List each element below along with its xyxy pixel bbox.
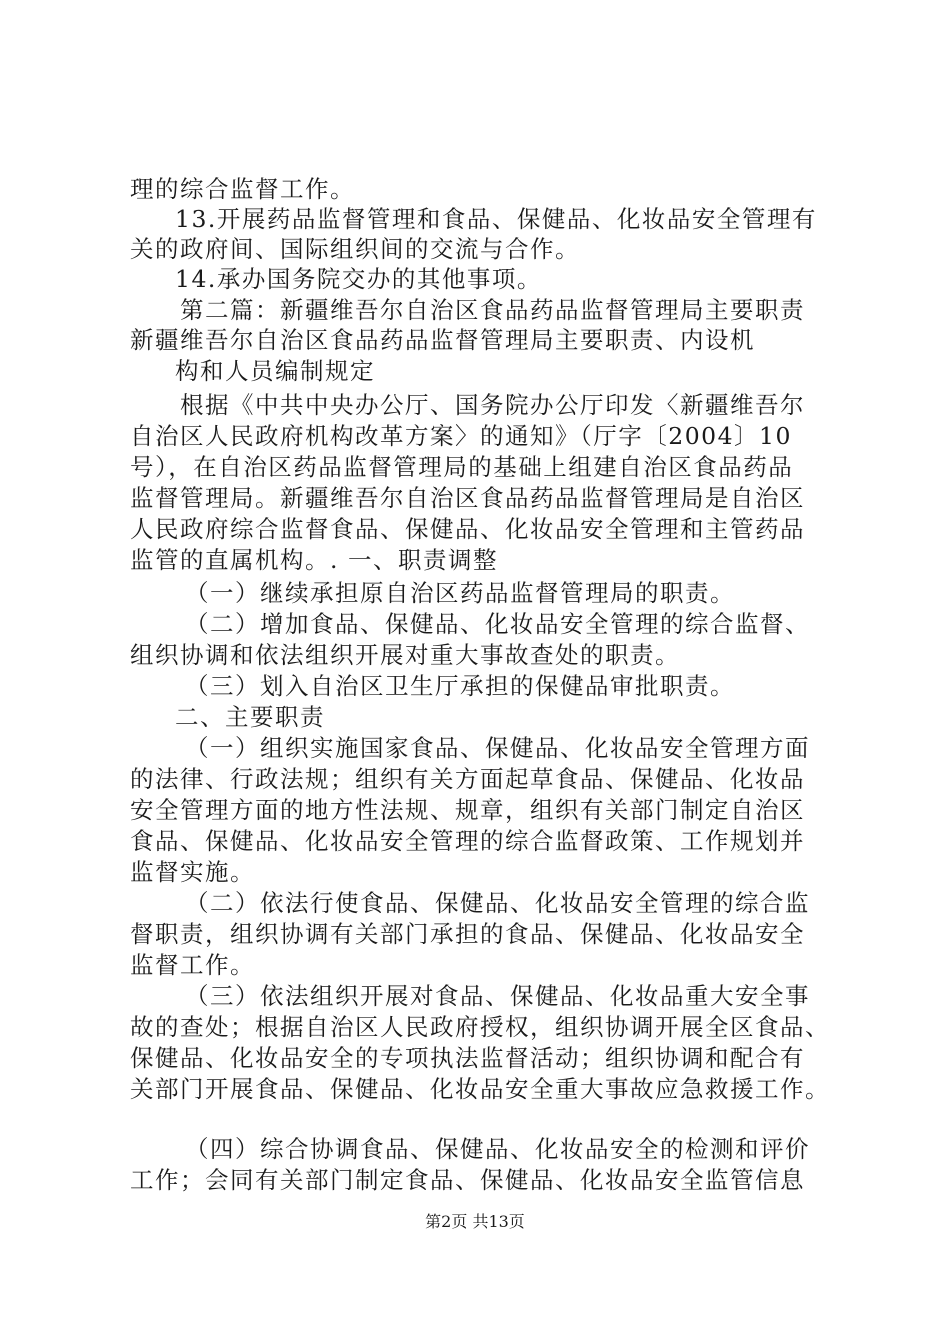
text-line: 关的政府间、国际组织间的交流与合作。 xyxy=(130,235,580,263)
section-heading: 第二篇：新疆维吾尔自治区食品药品监督管理局主要职责 xyxy=(180,296,805,324)
text-line: 保健品、化妆品安全的专项执法监督活动；组织协调和配合有 xyxy=(130,1044,805,1072)
text-line: 监督实施。 xyxy=(130,858,255,886)
text-line: 组织协调和依法组织开展对重大事故查处的职责。 xyxy=(130,641,680,669)
text-line: 监督工作。 xyxy=(130,951,255,979)
text-line: 14.承办国务院交办的其他事项。 xyxy=(175,265,542,293)
text-line: 监督管理局。新疆维吾尔自治区食品药品监督管理局是自治区 xyxy=(130,484,805,512)
section-heading: 二、主要职责 xyxy=(175,703,325,731)
text-line: 关部门开展食品、保健品、化妆品安全重大事故应急救援工作。 xyxy=(130,1075,830,1103)
text-line: 根据《中共中央办公厅、国务院办公厅印发〈新疆维吾尔 xyxy=(180,391,805,419)
text-line: （三）依法组织开展对食品、保健品、化妆品重大安全事 xyxy=(185,982,810,1010)
text-line: （一）组织实施国家食品、保健品、化妆品安全管理方面 xyxy=(185,734,810,762)
text-line: 人民政府综合监督食品、保健品、化妆品安全管理和主管药品 xyxy=(130,515,805,543)
document-title: 构和人员编制规定 xyxy=(175,357,375,385)
text-line: 自治区人民政府机构改革方案〉的通知》（厅字〔2004〕10 xyxy=(130,422,792,450)
document-title: 新疆维吾尔自治区食品药品监督管理局主要职责、内设机 xyxy=(130,326,755,354)
text-line: （四）综合协调食品、保健品、化妆品安全的检测和评价 xyxy=(185,1135,810,1163)
page-footer: 第2页 共13页 xyxy=(425,1212,525,1231)
text-line: （三）划入自治区卫生厅承担的保健品审批职责。 xyxy=(185,672,735,700)
text-line: 安全管理方面的地方性法规、规章，组织有关部门制定自治区 xyxy=(130,796,805,824)
text-line: （二）增加食品、保健品、化妆品安全管理的综合监督、 xyxy=(185,610,810,638)
text-line: 故的查处；根据自治区人民政府授权，组织协调开展全区食品、 xyxy=(130,1013,830,1041)
text-line: 号），在自治区药品监督管理局的基础上组建自治区食品药品 xyxy=(130,453,794,481)
text-line: 理的综合监督工作。 xyxy=(130,175,355,203)
text-line: 监管的直属机构。. 一、职责调整 xyxy=(130,546,498,574)
text-line: 督职责，组织协调有关部门承担的食品、保健品、化妆品安全 xyxy=(130,920,805,948)
text-line: 13.开展药品监督管理和食品、保健品、化妆品安全管理有 xyxy=(175,205,817,233)
text-line: （二）依法行使食品、保健品、化妆品安全管理的综合监 xyxy=(185,889,810,917)
text-line: 的法律、行政法规；组织有关方面起草食品、保健品、化妆品 xyxy=(130,765,805,793)
text-line: 工作；会同有关部门制定食品、保健品、化妆品安全监管信息 xyxy=(130,1166,805,1194)
text-line: 食品、保健品、化妆品安全管理的综合监督政策、工作规划并 xyxy=(130,827,805,855)
text-line: （一）继续承担原自治区药品监督管理局的职责。 xyxy=(185,579,735,607)
